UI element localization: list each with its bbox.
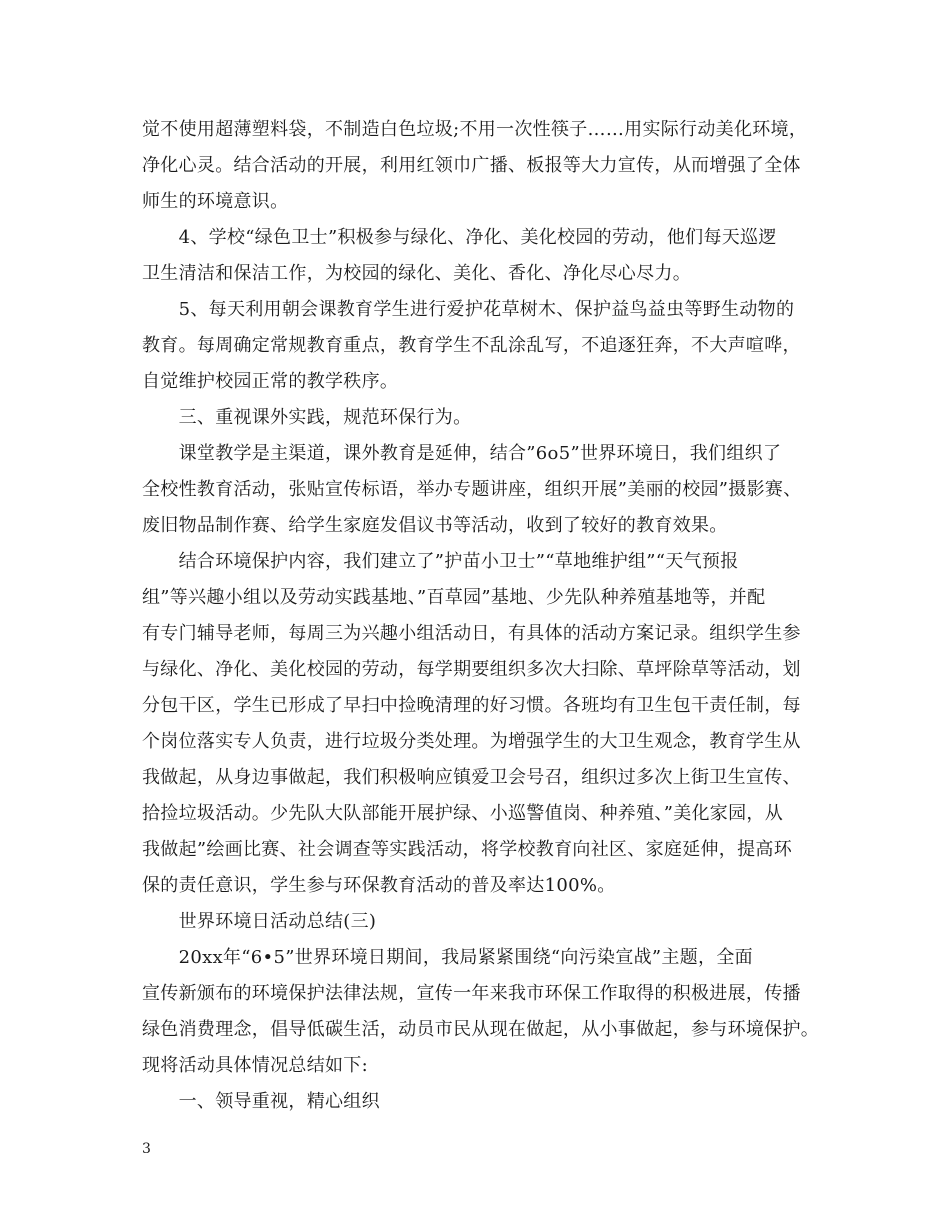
text-line: 我做起，从身边事做起，我们积极响应镇爱卫会号召，组织过多次上街卫生宣传、 — [142, 767, 801, 788]
text-line: 师生的环境意识。 — [142, 191, 289, 212]
section-heading: 一、领导重视，精心组织 — [142, 1091, 380, 1112]
text-line: 拾捡垃圾活动。少先队大队部能开展护绿、小巡警值岗、种养殖、”美化家园，从 — [142, 803, 783, 824]
text-line: 废旧物品制作赛、给学生家庭发倡议书等活动，收到了较好的教育效果。 — [142, 515, 728, 536]
section-title: 世界环境日活动总结(三) — [142, 911, 377, 932]
page-number: 3 — [142, 1141, 151, 1157]
text-line: 课堂教学是主渠道，课外教育是延伸，结合”6o5”世界环境日，我们组织了 — [142, 443, 782, 464]
text-line: 保的责任意识，学生参与环保教育活动的普及率达100%。 — [142, 875, 616, 896]
text-line: 组”等兴趣小组以及劳动实践基地、”百草园”基地、少先队种养殖基地等，并配 — [142, 587, 766, 608]
text-line: 现将活动具体情况总结如下: — [142, 1055, 368, 1076]
text-line: 与绿化、净化、美化校园的劳动，每学期要组织多次大扫除、草坪除草等活动，划 — [142, 659, 801, 680]
text-line: 5、每天利用朝会课教育学生进行爱护花草树木、保护益鸟益虫等野生动物的 — [142, 299, 795, 320]
section-heading: 三、重视课外实践，规范环保行为。 — [142, 407, 472, 428]
text-line: 有专门辅导老师，每周三为兴趣小组活动日，有具体的活动方案记录。组织学生参 — [142, 623, 801, 644]
text-line: 觉不使用超薄塑料袋，不制造白色垃圾;不用一次性筷子……用实际行动美化环境， — [142, 119, 808, 140]
text-line: 宣传新颁布的环境保护法律法规，宣传一年来我市环保工作取得的积极进展，传播 — [142, 983, 801, 1004]
text-line: 绿色消费理念，倡导低碳生活，动员市民从现在做起，从小事做起，参与环境保护。 — [142, 1019, 820, 1040]
text-line: 教育。每周确定常规教育重点，教育学生不乱涂乱写，不追逐狂奔，不大声喧哗， — [142, 335, 801, 356]
text-line: 4、学校“绿色卫士”积极参与绿化、净化、美化校园的劳动，他们每天巡逻 — [142, 227, 777, 248]
text-line: 20xx年“6•5”世界环境日期间，我局紧紧围绕“向污染宣战”主题，全面 — [142, 947, 753, 968]
text-line: 卫生清洁和保洁工作，为校园的绿化、美化、香化、净化尽心尽力。 — [142, 263, 691, 284]
text-line: 个岗位落实专人负责，进行垃圾分类处理。为增强学生的大卫生观念，教育学生从 — [142, 731, 801, 752]
text-line: 全校性教育活动，张贴宣传标语，举办专题讲座，组织开展”美丽的校园”摄影赛、 — [142, 479, 802, 500]
text-line: 自觉维护校园正常的教学秩序。 — [142, 371, 399, 392]
text-line: 净化心灵。结合活动的开展，利用红领巾广播、板报等大力宣传，从而增强了全体 — [142, 155, 801, 176]
text-line: 结合环境保护内容，我们建立了”护苗小卫士”“草地维护组”“天气预报 — [142, 551, 739, 572]
text-line: 分包干区，学生已形成了早扫中捡晚清理的好习惯。各班均有卫生包干责任制，每 — [142, 695, 801, 716]
text-line: 我做起”绘画比赛、社会调查等实践活动，将学校教育向社区、家庭延伸，提高环 — [142, 839, 792, 860]
